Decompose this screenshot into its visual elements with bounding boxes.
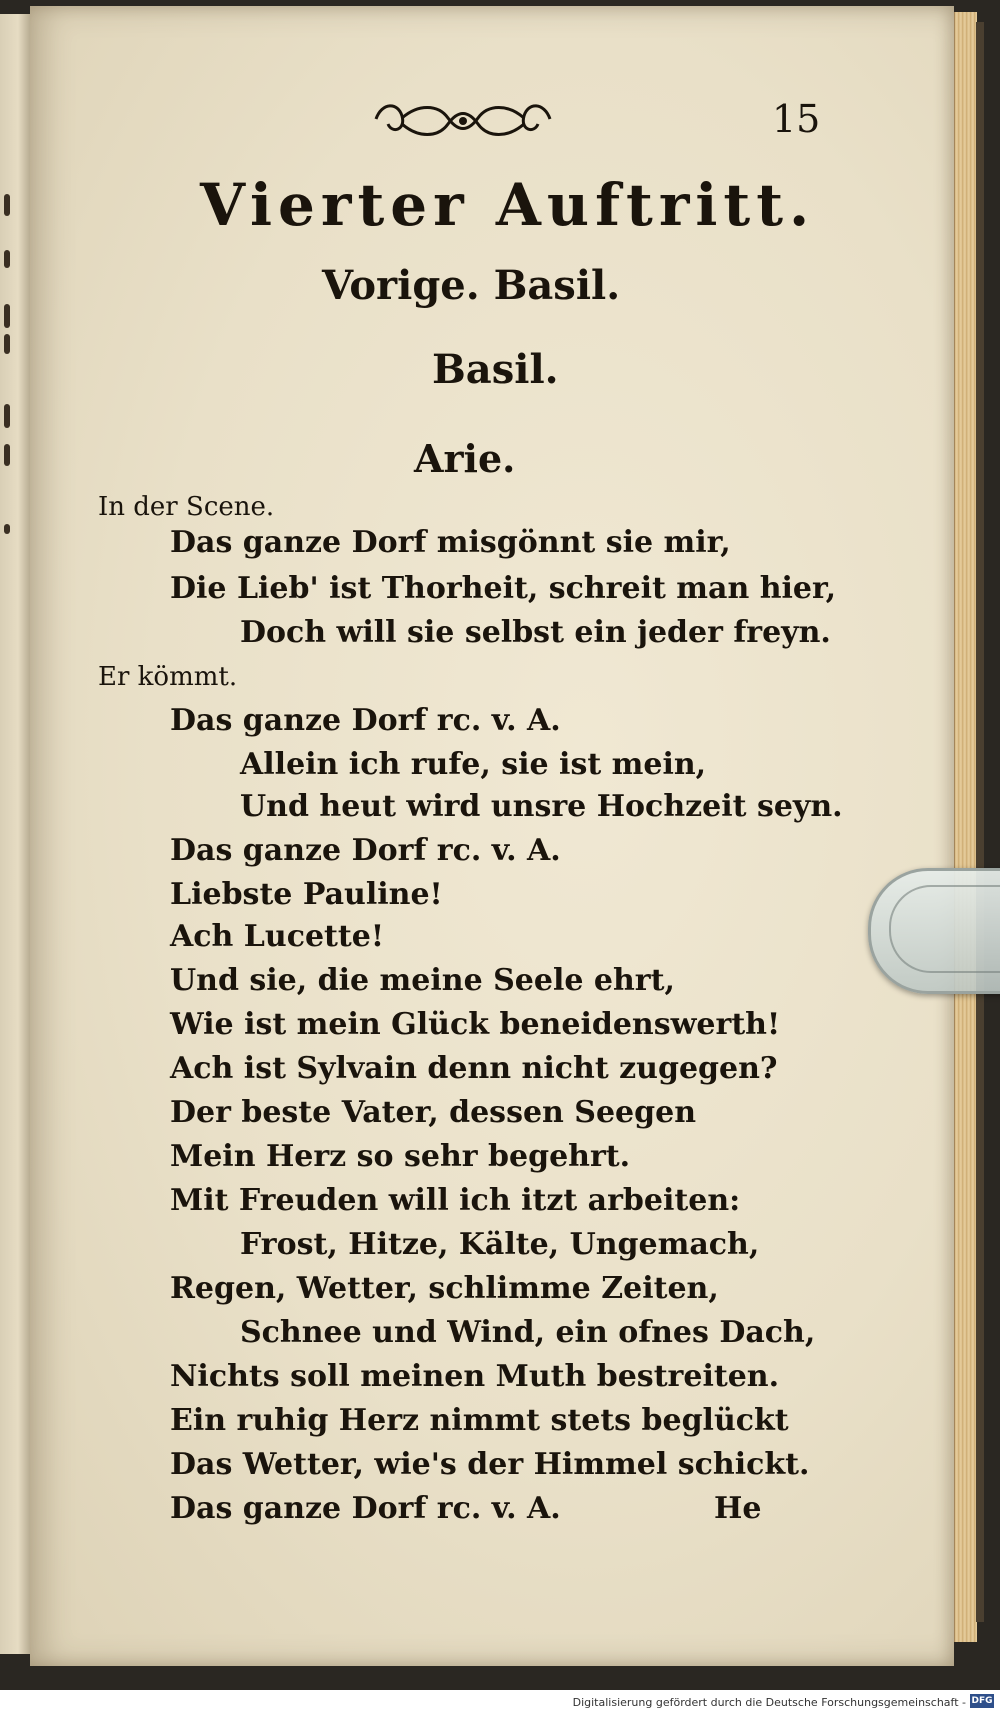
verse-line: Doch will sie selbst ein jeder freyn. [240,615,831,650]
previous-page-edge [0,14,31,1654]
paper-clip-icon [868,868,1000,994]
verse-line: Wie ist mein Glück beneidenswerth! [170,1007,781,1042]
speaker-name: Basil. [432,346,559,393]
verse-line: Frost, Hitze, Kälte, Ungemach, [240,1227,760,1262]
verse-line: Das ganze Dorf rc. v. A. [170,703,561,738]
verse-line: Der beste Vater, dessen Seegen [170,1095,697,1130]
ornament-icon [368,94,558,144]
verse-line: Das ganze Dorf misgönnt sie mir, [170,525,731,560]
verse-line: Schnee und Wind, ein ofnes Dach, [240,1315,816,1350]
page-number: 15 [772,97,821,141]
verse-line: Die Lieb' ist Thorheit, schreit man hier, [170,571,837,606]
stage-direction: In der Scene. [98,492,275,522]
footer-credit: Digitalisierung gefördert durch die Deutsche Forschungsgemeinschaft - [572,1696,966,1709]
verse-line: Allein ich rufe, sie ist mein, [240,747,707,782]
right-page-edges [954,12,977,1642]
aria-heading: Arie. [414,436,516,481]
verse-line: Nichts soll meinen Muth bestreiten. [170,1359,780,1394]
scene-characters: Vorige. Basil. [322,262,621,309]
verse-line: Ach Lucette! [170,919,385,954]
verse-line: Das ganze Dorf rc. v. A. [170,833,561,868]
verse-line: Das Wetter, wie's der Himmel schickt. [170,1447,810,1482]
scene-title: Vierter Auftritt. [200,171,816,239]
verse-line: Und sie, die meine Seele ehrt, [170,963,675,998]
verse-line: Und heut wird unsre Hochzeit seyn. [240,789,843,824]
right-binding-shadow [976,22,984,1622]
dfg-logo-icon: DFG [971,1696,993,1706]
verse-line: Das ganze Dorf rc. v. A. [170,1491,561,1526]
verse-line: Mit Freuden will ich itzt arbeiten: [170,1183,741,1218]
verse-line: Liebste Pauline! [170,877,443,912]
verse-line: Ach ist Sylvain denn nicht zugegen? [170,1051,778,1086]
verse-line: Regen, Wetter, schlimme Zeiten, [170,1271,719,1306]
verse-line: Ein ruhig Herz nimmt stets beglückt [170,1403,789,1438]
verse-line: Mein Herz so sehr begehrt. [170,1139,631,1174]
stage-direction: Er kömmt. [98,662,238,692]
catchword: He [714,1491,762,1526]
